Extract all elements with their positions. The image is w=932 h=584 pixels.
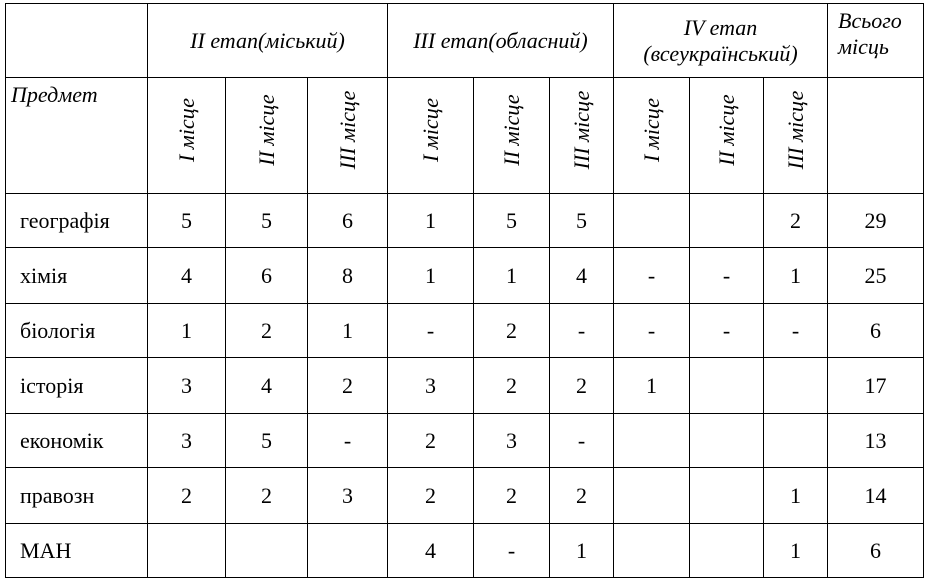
subject-cell: біологія [6, 304, 148, 358]
place-count-cell: 3 [474, 414, 550, 468]
total-header-line1: Всього [838, 8, 902, 33]
table-body [6, 194, 924, 578]
place-count-cell: 2 [388, 468, 474, 524]
place-count-cell [614, 194, 690, 248]
table-row [6, 524, 924, 578]
place-count-cell [308, 524, 388, 578]
place-header-label: III місце [334, 90, 360, 170]
place-header-cell [690, 78, 764, 194]
place-count-cell: 2 [226, 304, 308, 358]
place-header-cell [614, 78, 690, 194]
place-count-cell: - [614, 304, 690, 358]
place-count-cell: 2 [308, 358, 388, 414]
place-count-cell [226, 524, 308, 578]
place-count-cell [690, 524, 764, 578]
place-header-label: III місце [782, 90, 808, 170]
place-count-cell: 2 [474, 468, 550, 524]
place-count-cell: 6 [226, 248, 308, 304]
place-count-cell: 5 [226, 194, 308, 248]
place-count-cell: 1 [550, 524, 614, 578]
place-count-cell: 2 [764, 194, 828, 248]
place-header-label: II місце [253, 94, 279, 166]
total-header-line2: місць [838, 34, 889, 59]
place-count-cell: 4 [226, 358, 308, 414]
place-count-cell: 4 [550, 248, 614, 304]
place-count-cell: 1 [148, 304, 226, 358]
place-header-cell [474, 78, 550, 194]
place-header-label: II місце [713, 94, 739, 166]
place-count-cell: - [690, 248, 764, 304]
place-count-cell: 1 [388, 248, 474, 304]
table-row [6, 414, 924, 468]
place-header-label: I місце [173, 97, 199, 163]
place-header-cell [764, 78, 828, 194]
place-count-cell: 5 [474, 194, 550, 248]
total-header-empty-cell [828, 78, 924, 194]
place-count-cell [764, 358, 828, 414]
header-corner-cell [6, 4, 148, 78]
place-count-cell: 3 [388, 358, 474, 414]
stage-4-header [614, 4, 828, 78]
place-count-cell: 1 [308, 304, 388, 358]
subject-cell: МАН [6, 524, 148, 578]
place-count-cell: 2 [474, 358, 550, 414]
place-count-cell: 2 [550, 468, 614, 524]
place-count-cell: 5 [226, 414, 308, 468]
table-row [6, 194, 924, 248]
place-count-cell: 2 [550, 358, 614, 414]
place-count-cell [690, 414, 764, 468]
place-header-cell [148, 78, 226, 194]
place-count-cell: 4 [388, 524, 474, 578]
place-count-cell: 2 [148, 468, 226, 524]
stage-4-header-line2: (всеукраїнський) [643, 40, 798, 66]
place-header-cell [550, 78, 614, 194]
subject-cell: хімія [6, 248, 148, 304]
place-header-cell [308, 78, 388, 194]
olympiad-results-table [5, 3, 924, 578]
place-count-cell: - [388, 304, 474, 358]
place-header-cell [226, 78, 308, 194]
place-count-cell: 3 [308, 468, 388, 524]
total-cell: 13 [828, 414, 924, 468]
place-count-cell [764, 414, 828, 468]
place-count-cell: 3 [148, 358, 226, 414]
subject-cell: економік [6, 414, 148, 468]
place-count-cell: 1 [614, 358, 690, 414]
total-cell: 6 [828, 304, 924, 358]
place-count-cell: - [614, 248, 690, 304]
header-row-stages [6, 4, 924, 78]
total-cell: 17 [828, 358, 924, 414]
total-cell: 14 [828, 468, 924, 524]
place-count-cell: 5 [148, 194, 226, 248]
place-count-cell: 3 [148, 414, 226, 468]
place-header-label: I місце [638, 97, 664, 163]
place-count-cell [690, 358, 764, 414]
place-count-cell [614, 468, 690, 524]
stage-3-header: III етап(обласний) [388, 4, 614, 78]
place-count-cell: 1 [764, 468, 828, 524]
subject-header: Предмет [6, 78, 148, 194]
place-count-cell: - [474, 524, 550, 578]
place-count-cell: - [550, 414, 614, 468]
place-count-cell: - [764, 304, 828, 358]
subject-cell: правозн [6, 468, 148, 524]
place-count-cell: 1 [388, 194, 474, 248]
place-count-cell: 2 [226, 468, 308, 524]
total-cell: 6 [828, 524, 924, 578]
stage-2-header: II етап(міський) [148, 4, 388, 78]
place-count-cell [690, 468, 764, 524]
table-row [6, 358, 924, 414]
place-count-cell: 1 [764, 524, 828, 578]
place-header-label: I місце [417, 97, 443, 163]
place-count-cell: - [690, 304, 764, 358]
place-count-cell [614, 414, 690, 468]
place-count-cell: 1 [474, 248, 550, 304]
total-cell: 25 [828, 248, 924, 304]
total-header [828, 4, 924, 78]
place-count-cell: 1 [764, 248, 828, 304]
subject-cell: географія [6, 194, 148, 248]
total-cell: 29 [828, 194, 924, 248]
place-count-cell [148, 524, 226, 578]
place-count-cell: 6 [308, 194, 388, 248]
subject-cell: історія [6, 358, 148, 414]
table-row [6, 248, 924, 304]
place-count-cell: - [550, 304, 614, 358]
place-count-cell [690, 194, 764, 248]
header-row-places [6, 78, 924, 194]
place-header-label: III місце [568, 90, 594, 170]
table-row [6, 468, 924, 524]
table-row [6, 304, 924, 358]
place-count-cell: - [308, 414, 388, 468]
place-count-cell: 4 [148, 248, 226, 304]
place-header-cell [388, 78, 474, 194]
place-count-cell: 5 [550, 194, 614, 248]
place-count-cell: 8 [308, 248, 388, 304]
place-count-cell: 2 [474, 304, 550, 358]
stage-4-header-line1: IV етап [683, 14, 758, 40]
place-count-cell: 2 [388, 414, 474, 468]
place-header-label: II місце [498, 94, 524, 166]
place-count-cell [614, 524, 690, 578]
